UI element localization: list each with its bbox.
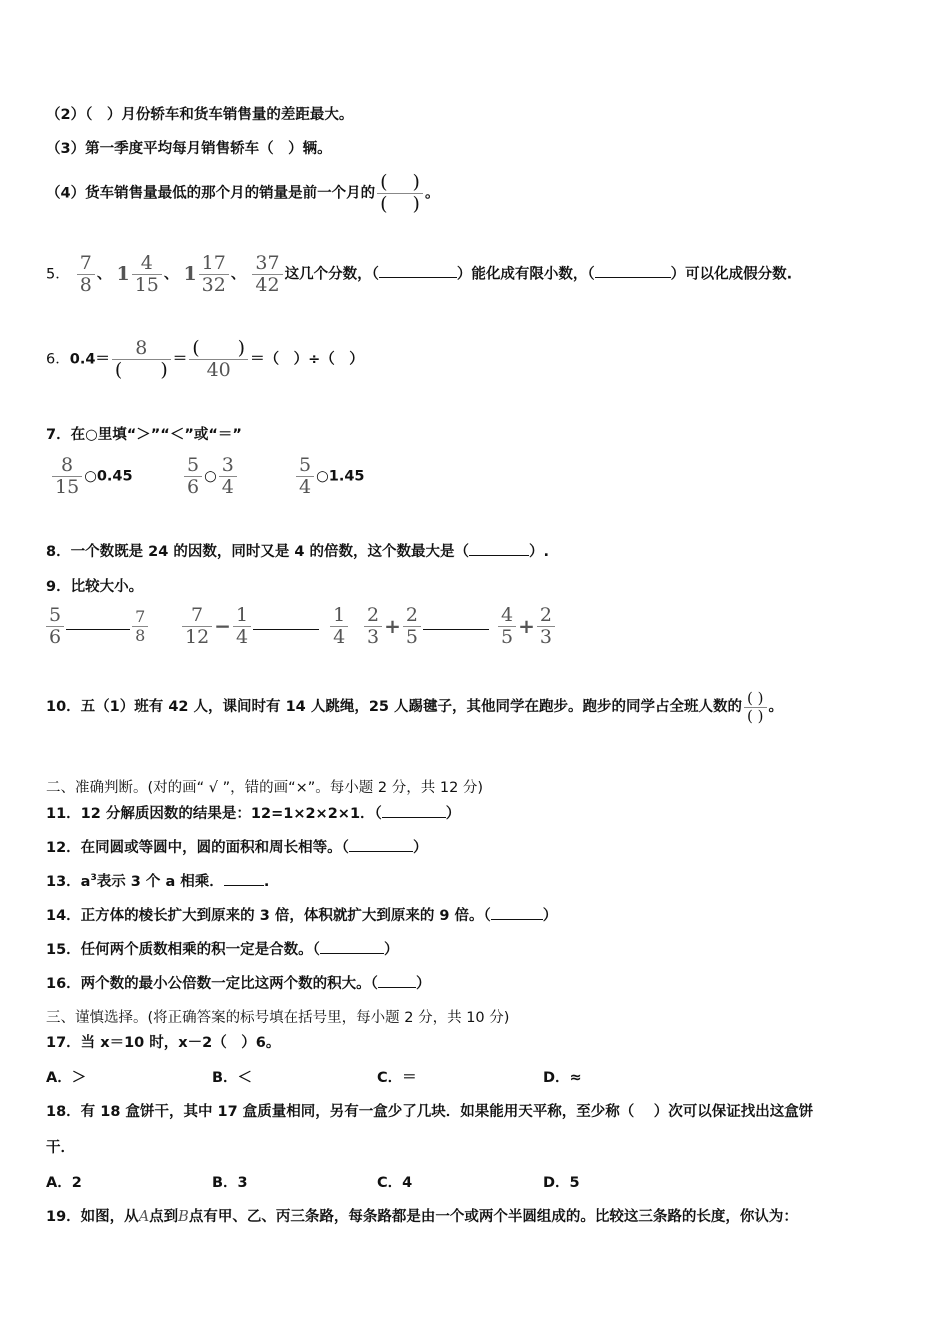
answer-blank[interactable]	[320, 953, 384, 954]
numerator: 5	[46, 605, 64, 627]
denominator: 15	[55, 475, 80, 498]
question-16	[46, 972, 430, 993]
q8-text-2: ）.	[529, 544, 550, 560]
question-8	[46, 540, 549, 561]
fraction-5-6	[46, 605, 64, 648]
compare-blank[interactable]	[253, 629, 319, 630]
q6-number: 6．	[46, 351, 70, 368]
q6-lead: 0.4＝	[69, 351, 110, 368]
q5-text-3: ）可以化成假分数.	[670, 266, 793, 283]
answer-blank[interactable]	[349, 851, 413, 852]
numerator: ( )	[744, 690, 766, 708]
q9-item-a	[44, 605, 150, 648]
numerator: 4	[132, 253, 162, 275]
denominator: 3	[367, 625, 380, 648]
q12-text: 12．在同圆或等圆中，圆的面积和周长相等。（	[46, 840, 349, 856]
q15-text: 15．任何两个质数相乘的积一定是合数。（	[46, 942, 320, 958]
q7-item-b	[182, 455, 239, 498]
question-17: 17．当 x＝10 时，x－2（ ）6。	[46, 1035, 281, 1051]
fraction-7-8	[77, 253, 95, 296]
denominator: 32	[201, 273, 226, 296]
q4-line-3: （3）第一季度平均每月销售轿车（ ）辆。	[46, 141, 332, 157]
q17-option-d[interactable]: D．≈	[543, 1070, 582, 1086]
numerator: 8	[112, 338, 171, 360]
q11-close: ）	[445, 806, 461, 822]
question-15	[46, 938, 398, 959]
q12-close: ）	[412, 840, 428, 856]
q14-close: ）	[542, 908, 558, 924]
q19-text-2: 点到	[149, 1209, 179, 1225]
section-2-title: 二、准确判断。(对的画“ √ ”，错的画“×”。每小题 2 分，共 12 分)	[46, 780, 484, 796]
question-19	[46, 1205, 798, 1226]
q18-option-b[interactable]: B．3	[212, 1175, 248, 1191]
q19-text-1: 19．如图，从	[46, 1209, 139, 1225]
numerator: 2	[364, 605, 382, 627]
fraction-2-3	[364, 605, 382, 648]
q4-line-2: （2）（ ）月份轿车和货车销售量的差距最大。	[46, 107, 354, 123]
numerator: 4	[498, 605, 516, 627]
q16-text: 16．两个数的最小公倍数一定比这两个数的积大。（	[46, 976, 378, 992]
q13-exponent: 3	[90, 873, 97, 884]
fraction-2-3	[537, 605, 555, 648]
question-6	[46, 338, 364, 381]
q4-blank-fraction[interactable]	[377, 172, 423, 215]
compare-circle-c[interactable]: ○1.45	[316, 468, 365, 485]
answer-blank[interactable]	[469, 555, 529, 556]
plus-sign: +	[518, 614, 535, 639]
compare-blank[interactable]	[423, 629, 489, 630]
separator: 、	[230, 266, 246, 283]
q8-text-1: 8．一个数既是 24 的因数，同时又是 4 的倍数，这个数最大是（	[46, 544, 470, 560]
q11-text: 11．12 分解质因数的结果是：12=1×2×2×1．（	[46, 806, 382, 822]
question-10	[46, 690, 783, 724]
denominator: 8	[135, 625, 146, 645]
numerator: 7	[182, 605, 212, 627]
numerator: 7	[77, 253, 95, 275]
numerator: 17	[199, 253, 229, 275]
question-14	[46, 904, 557, 925]
denominator: 4	[235, 625, 249, 648]
denominator: 12	[185, 625, 210, 648]
question-11	[46, 802, 460, 823]
denominator: 6	[49, 625, 62, 648]
answer-blank[interactable]	[224, 885, 264, 886]
fraction-5-6	[184, 455, 202, 498]
answer-blank[interactable]	[491, 919, 543, 920]
numerator: 7	[132, 608, 148, 627]
answer-blank[interactable]	[378, 987, 416, 988]
q4-line-4-text: （4）货车销售量最低的那个月的销量是前一个月的	[46, 185, 376, 202]
q9-item-c	[362, 605, 557, 648]
question-5	[46, 253, 792, 296]
mixed-whole: 1	[183, 263, 197, 286]
numerator: 3	[219, 455, 237, 477]
fraction-8-15	[52, 455, 82, 498]
denominator: 3	[539, 625, 552, 648]
denominator: 4	[299, 475, 312, 498]
denominator: ( )	[380, 192, 420, 215]
fraction-4-5	[498, 605, 516, 648]
q6-tail: ＝（ ）÷（ ）	[250, 351, 364, 368]
compare-circle-a[interactable]: ○0.45	[84, 468, 133, 485]
q10-end: 。	[768, 699, 784, 715]
q9-title: 9．比较大小。	[46, 579, 144, 595]
numerator: ( )	[189, 338, 248, 360]
question-12	[46, 836, 427, 857]
minus-sign: −	[214, 614, 231, 639]
q18-option-a[interactable]: A．2	[46, 1175, 82, 1191]
q17-option-b[interactable]: B．＜	[212, 1070, 253, 1086]
q7-title: 7．在○里填“＞”“＜”或“＝”	[46, 427, 242, 443]
q5-number: 5．	[46, 266, 70, 283]
fraction-1-4	[233, 605, 251, 648]
q18-option-d[interactable]: D．5	[543, 1175, 580, 1191]
numerator: 37	[252, 253, 282, 275]
q13-end: .	[263, 874, 270, 890]
denominator: 42	[255, 273, 280, 296]
denominator: 5	[501, 625, 514, 648]
q10-blank-fraction[interactable]	[744, 690, 766, 724]
denominator: 6	[187, 475, 200, 498]
numerator: 1	[330, 605, 348, 627]
plus-sign: +	[384, 614, 401, 639]
question-18: 18．有 18 盒饼干，其中 17 盒质量相同，另有一盒少了几块．如果能用天平称，至少称（ ）次可以保证找出这盒饼	[46, 1104, 814, 1120]
denominator: 4	[333, 625, 346, 648]
denominator: 5	[405, 625, 418, 648]
denominator: 15	[134, 273, 159, 296]
q17-option-a[interactable]: A．＞	[46, 1070, 87, 1086]
q5-text-2: ）能化成有限小数，（	[456, 266, 595, 283]
numerator: 5	[296, 455, 314, 477]
point-a-label: A	[138, 1209, 150, 1225]
q7-item-a	[50, 455, 133, 498]
fraction-5-4	[296, 455, 314, 498]
numerator: 2	[403, 605, 421, 627]
q13-text: 13．a	[46, 874, 91, 890]
q7-item-c	[294, 455, 365, 498]
numerator: 8	[52, 455, 82, 477]
fraction-37-42	[252, 253, 282, 296]
q18-option-c[interactable]: C．4	[377, 1175, 413, 1191]
fraction-1-4	[330, 605, 348, 648]
point-b-label: B	[178, 1209, 189, 1225]
denominator: 40	[206, 358, 231, 381]
numerator: 5	[184, 455, 202, 477]
q4-line-4	[46, 172, 439, 215]
q19-text-3: 点有甲、乙、丙三条路，每条路都是由一个或两个半圆组成的。比较这三条路的长度，你认为：	[188, 1209, 798, 1225]
q17-option-c[interactable]: C．＝	[377, 1070, 417, 1086]
answer-blank[interactable]	[382, 817, 446, 818]
compare-blank[interactable]	[66, 629, 130, 630]
numerator: ( )	[377, 172, 423, 194]
q10-text: 10．五（1）班有 42 人，课间时有 14 人跳绳，25 人踢毽子，其他同学在跑步。跑步的同学占全班人数的	[46, 699, 743, 715]
section-3-title: 三、谨慎选择。(将正确答案的标号填在括号里，每小题 2 分，共 10 分)	[46, 1010, 510, 1026]
denominator: ( )	[747, 706, 764, 725]
denominator: 4	[221, 475, 234, 498]
q4-line-4-end: 。	[424, 185, 440, 202]
fraction-17-32	[199, 253, 229, 296]
q16-close: ）	[415, 976, 431, 992]
answer-blank[interactable]	[595, 277, 671, 278]
q13-text-2: 表示 3 个 a 相乘．	[96, 874, 224, 890]
fraction-7-8	[132, 608, 148, 644]
fraction-blank-40[interactable]	[189, 338, 248, 381]
question-18-cont: 干．	[46, 1140, 75, 1156]
fraction-3-4	[219, 455, 237, 498]
denominator: 8	[79, 273, 92, 296]
denominator: ( )	[114, 358, 168, 381]
fraction-4-15	[132, 253, 162, 296]
q5-text-1: 这几个分数，（	[284, 266, 379, 283]
question-13	[46, 870, 269, 891]
answer-blank[interactable]	[379, 277, 457, 278]
separator: 、	[163, 266, 179, 283]
fraction-2-5	[403, 605, 421, 648]
mixed-whole: 1	[116, 263, 130, 286]
numerator: 1	[233, 605, 251, 627]
q9-item-b	[180, 605, 350, 648]
fraction-7-12	[182, 605, 212, 648]
q14-text: 14．正方体的棱长扩大到原来的 3 倍，体积就扩大到原来的 9 倍。（	[46, 908, 491, 924]
separator: 、	[96, 266, 112, 283]
equals: ＝	[172, 351, 188, 368]
compare-circle-b[interactable]: ○	[204, 468, 217, 485]
numerator: 2	[537, 605, 555, 627]
fraction-8-blank[interactable]	[112, 338, 171, 381]
q15-close: ）	[383, 942, 399, 958]
